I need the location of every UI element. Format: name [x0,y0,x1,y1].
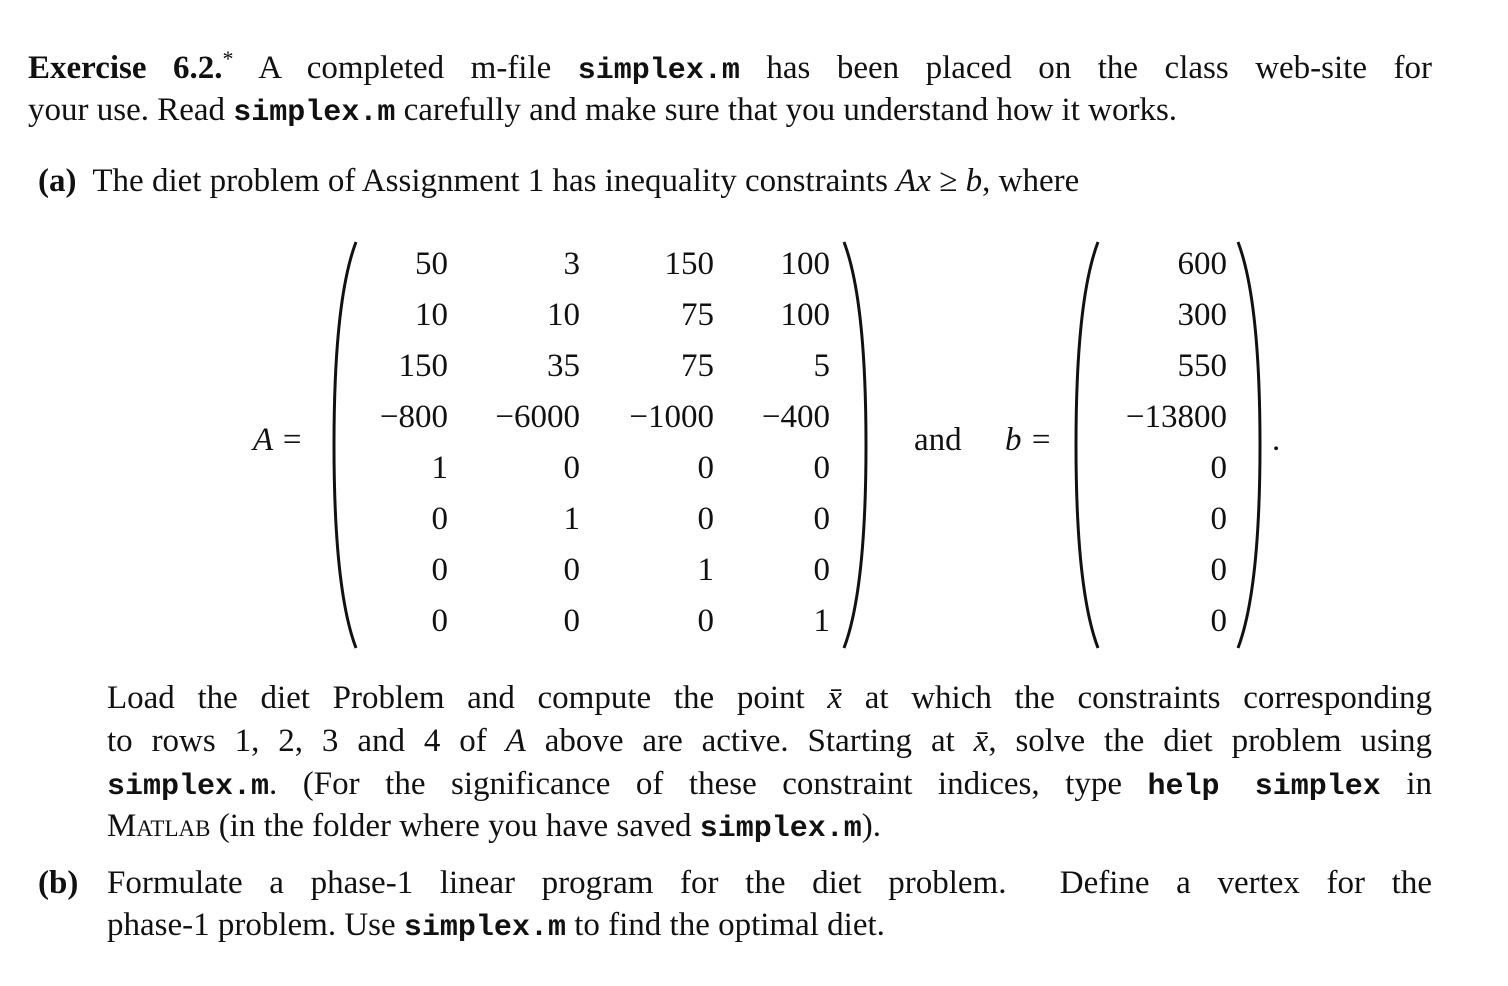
text-segment: x̄ [827,680,843,716]
intro-line-2 [28,90,1177,133]
matrix-a-entry: 0 [813,501,830,537]
vector-b-entry: 0 [1210,603,1227,639]
text-segment: Formulate a phase-1 linear program for the diet problem. Define a vertex for the [107,865,1432,901]
matrix-a-entry: 0 [697,450,714,486]
matrix-a-entry: 0 [563,552,580,588]
text-segment: Exercise 6.2. [28,50,223,86]
code-text: simplex.m [403,911,566,945]
matrix-a-entry: 0 [813,450,830,486]
text-segment: , where [982,163,1080,199]
text-segment: your use. Read [28,92,234,128]
matrix-a-entry: −800 [379,399,448,435]
text-segment: . (For the significance of these constraint indices, type [269,766,1148,802]
text-segment: to rows 1, 2, 3 and 4 of [107,723,506,759]
part-b-label [38,863,78,903]
matrix-a-entry: 1 [813,603,830,639]
text-segment: at which the constraints corresponding [842,680,1432,716]
matrix-a-entry: 1 [563,501,580,537]
matrix-a-entry: −6000 [495,399,580,435]
matrix-a-label [253,420,303,460]
text-segment: Ax [896,163,931,199]
vector-b-label: b = [1005,422,1053,458]
matrix-a-entry: 50 [415,246,448,282]
matrix-a-entry: 0 [563,450,580,486]
text-segment: x̄ [973,723,989,759]
matrix-a-entry: 150 [664,246,714,282]
matrix-a-entry: 0 [813,552,830,588]
matrix-a-entry: 0 [431,552,448,588]
text-segment: (in the folder where you have saved [210,808,700,844]
part-b-label-text: (b) [38,865,79,901]
text-segment: , solve the diet problem using [988,723,1432,759]
vector-b-right-paren [1234,240,1264,650]
part-a-line-1 [38,161,1079,201]
part-b-line-1 [107,863,1432,903]
matrix-a-entry: 10 [547,297,580,333]
and-label: and [914,422,962,458]
matrix-a-entry: 1 [431,450,448,486]
text-segment: b [965,163,983,199]
vector-b-entry: 600 [1177,246,1227,282]
vector-b-entry: 550 [1177,348,1227,384]
matrix-a-entry: 0 [697,501,714,537]
part-b-line-2 [107,905,885,948]
text-segment: has been placed on the class web-site for [739,50,1432,86]
matrix-a-entry: 3 [563,246,580,282]
code-text: simplex.m [233,96,396,130]
code-text: simplex.m [699,812,862,846]
text-segment: The diet problem of Assignment 1 has inequality constraints [76,163,897,199]
text-segment: Load the diet Problem and compute the point [107,680,828,716]
matrix-a-entry: 35 [547,348,580,384]
matrix-a-entry: 150 [398,348,448,384]
matrix-a-entry: 1 [697,552,714,588]
code-text: simplex.m [577,54,740,88]
text-segment: phase-1 problem. Use [107,907,404,943]
matrix-a-entry: 75 [681,297,714,333]
matrix-a-entry: −1000 [629,399,714,435]
code-text: help simplex [1147,770,1381,804]
matrix-a-entry: 0 [563,603,580,639]
matrix-a-entry: 0 [431,603,448,639]
matrix-a-entry: 0 [431,501,448,537]
code-text: simplex.m [107,770,270,804]
vector-b-entry: 0 [1210,501,1227,537]
matrix-a-entry: 0 [697,603,714,639]
text-segment: ≥ [930,163,966,199]
text-segment: * [222,46,234,71]
matrix-a-entry: 10 [415,297,448,333]
vector-b-entry: 0 [1210,552,1227,588]
text-segment: A [505,723,526,759]
part-a-para-2 [107,721,1432,761]
vector-b-entry: −13800 [1125,399,1227,435]
text-segment: carefully and make sure that you understand how it works. [395,92,1178,128]
matrix-a-entry: 100 [780,297,830,333]
part-a-para-4 [107,806,881,849]
intro-line-1 [28,48,1432,91]
matrix-a-label-text: A = [253,422,304,458]
matrix-a-entry: 100 [780,246,830,282]
part-a-para-3 [107,764,1432,807]
matrix-a-entry: −400 [761,399,830,435]
period: . [1272,422,1281,458]
vector-b-entry: 0 [1210,450,1227,486]
matrix-a-entry: 5 [813,348,830,384]
vector-b-left-paren [1072,240,1102,650]
text-segment: ). [861,808,882,844]
text-segment: in [1380,766,1432,802]
part-a-para-1 [107,678,1432,718]
text-segment: above are active. Starting at [525,723,974,759]
vector-b-entry: 300 [1177,297,1227,333]
text-segment: to find the optimal diet. [565,907,885,943]
text-segment: A completed m-file [233,50,578,86]
matrix-a-entry: 75 [681,348,714,384]
text-segment: Matlab [107,808,211,844]
text-segment: (a) [38,163,77,199]
matrix-a-right-paren [840,240,870,650]
